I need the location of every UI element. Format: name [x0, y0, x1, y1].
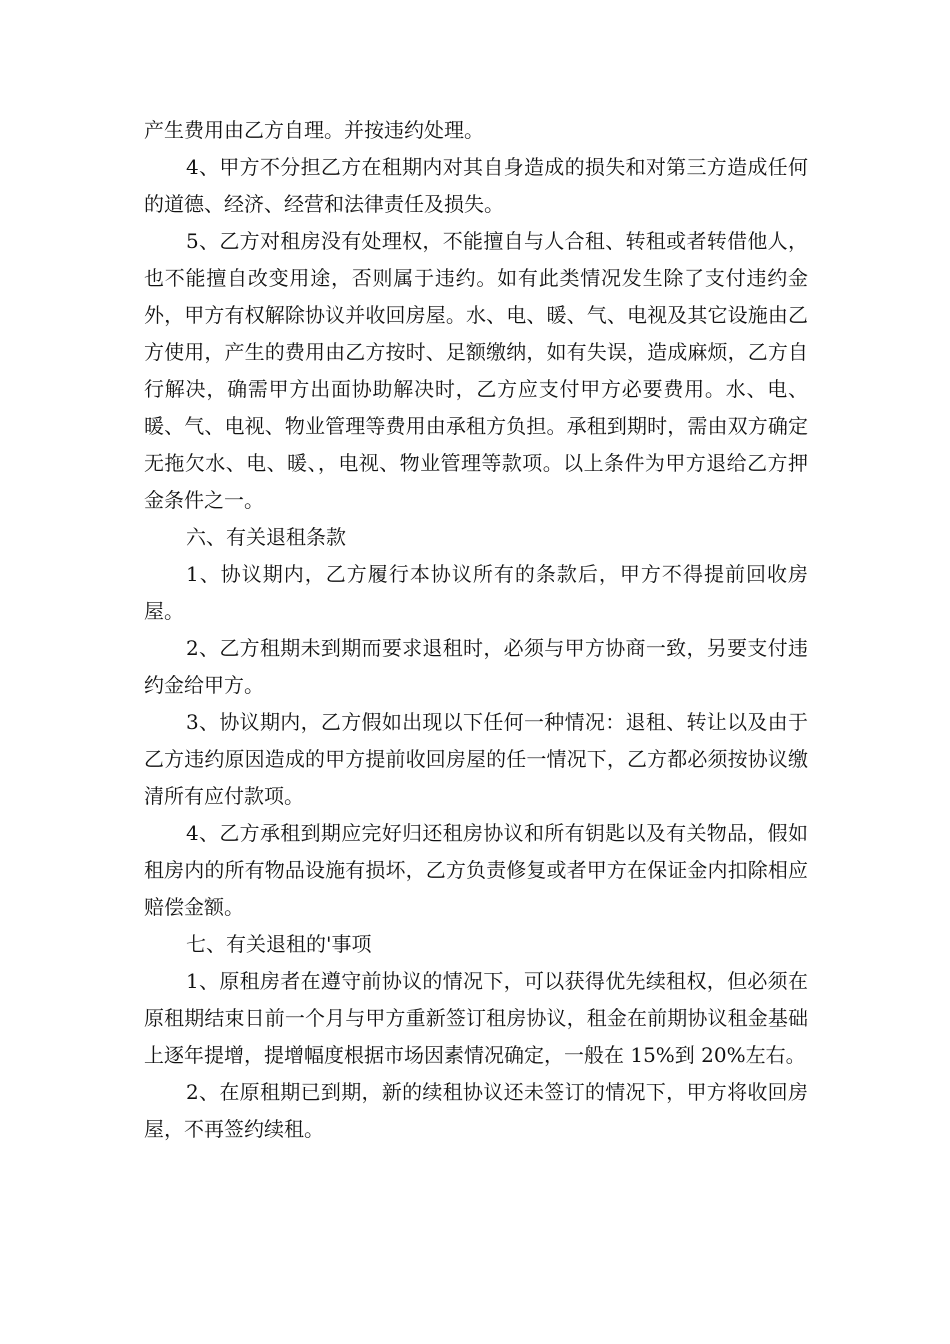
paragraph-7: 3、协议期内，乙方假如出现以下任何一种情况：退租、转让以及由于乙方违约原因造成的甲方提前收回房屋的任一情况下，乙方都必须按协议缴清所有应付款项。 [144, 710, 808, 808]
paragraph-2: 4、甲方不分担乙方在租期内对其自身造成的损失和对第三方造成任何的道德、经济、经营和法律责任及损失。 [144, 155, 808, 216]
paragraph-3: 5、乙方对租房没有处理权，不能擅自与人合租、转租或者转借他人，也不能擅自改变用途，否则属于违约。如有此类情况发生除了支付违约金外，甲方有权解除协议并收回房屋。水、电、暖、气、电视及其它设施由乙方使用，产生的费用由乙方按时、足额缴纳，如有失误，造成麻烦，乙方自行解决，确需甲方出面协助解决时，乙方应支付甲方必要费用。水、电、暖、气、电视、物业管理等费用由承租方负担。承租到期时，需由双方确定无拖欠水、电、暖、，电视、物业管理等款项。以上条件为甲方退给乙方押金条件之一。 [144, 229, 808, 512]
paragraph-11: 2、在原租期已到期，新的续租协议还未签订的情况下，甲方将收回房屋，不再签约续租。 [144, 1080, 808, 1141]
section-heading-7: 七、有关退租的'事项 [186, 932, 372, 956]
paragraph-1: 产生费用由乙方自理。并按违约处理。 [144, 118, 484, 142]
paragraph-10: 1、原租房者在遵守前协议的情况下，可以获得优先续租权，但必须在原租期结束日前一个月与甲方重新签订租房协议，租金在前期协议租金基础上逐年提增，提增幅度根据市场因素情况确定，一般在 15%到 20%左右。 [144, 969, 808, 1067]
paragraph-6: 2、乙方租期未到期而要求退租时，必须与甲方协商一致，另要支付违约金给甲方。 [144, 636, 808, 697]
document-page [144, 112, 808, 1148]
paragraph-5: 1、协议期内，乙方履行本协议所有的条款后，甲方不得提前回收房屋。 [144, 562, 808, 623]
paragraph-8: 4、乙方承租到期应完好归还租房协议和所有钥匙以及有关物品，假如租房内的所有物品设施有损坏，乙方负责修复或者甲方在保证金内扣除相应赔偿金额。 [144, 821, 808, 919]
section-heading-6: 六、有关退租条款 [186, 525, 346, 549]
